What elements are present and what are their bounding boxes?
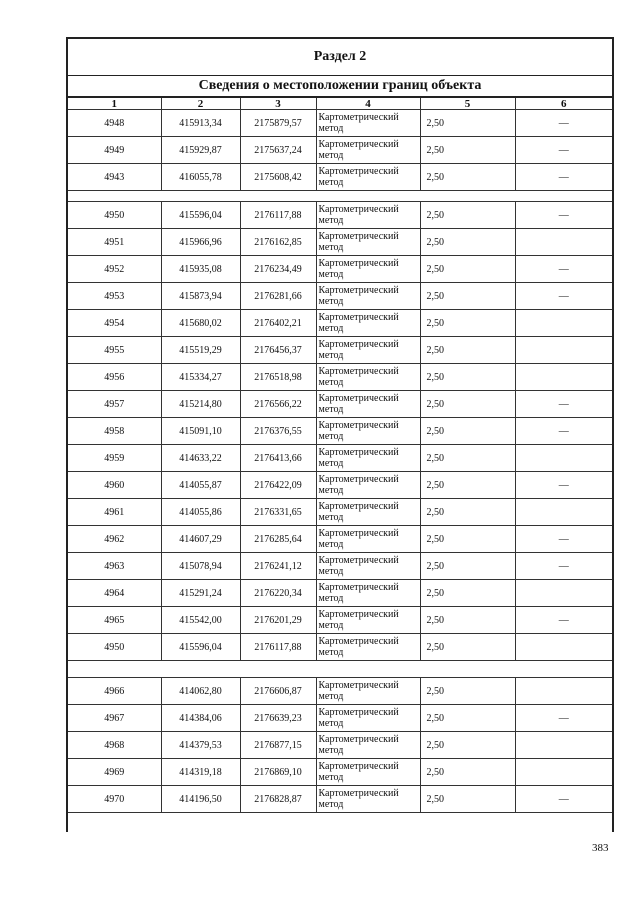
method-cell: [316, 418, 420, 445]
y-coordinate-cell: 2176117,88: [240, 202, 316, 229]
point-number-cell: 4960: [68, 472, 161, 499]
method-cell: [316, 364, 420, 391]
table-row: [68, 786, 612, 813]
column6-cell: —: [515, 391, 612, 418]
column-header: 6: [515, 98, 612, 110]
method-line: метод: [318, 566, 344, 577]
x-coordinate-cell: 415596,04: [161, 634, 240, 661]
accuracy-cell: 2,50: [420, 759, 515, 786]
column6-cell: [515, 678, 612, 705]
x-coordinate-cell: 415596,04: [161, 202, 240, 229]
y-coordinate-cell: 2176877,15: [240, 732, 316, 759]
x-coordinate-cell: 414196,50: [161, 786, 240, 813]
column6-cell: —: [515, 137, 612, 164]
separator-cell: [68, 191, 612, 202]
section-title: Раздел 2: [68, 39, 612, 76]
point-number-cell: 4970: [68, 786, 161, 813]
y-coordinate-cell: 2176456,37: [240, 337, 316, 364]
x-coordinate-cell: 414319,18: [161, 759, 240, 786]
column6-cell: [515, 759, 612, 786]
column6-cell: —: [515, 607, 612, 634]
table-row: [68, 337, 612, 364]
method-cell: [316, 553, 420, 580]
accuracy-cell: 2,50: [420, 418, 515, 445]
column6-cell: —: [515, 553, 612, 580]
point-number-cell: 4954: [68, 310, 161, 337]
point-number-cell: 4966: [68, 678, 161, 705]
column6-cell: —: [515, 472, 612, 499]
x-coordinate-cell: 415334,27: [161, 364, 240, 391]
group-separator-row: [68, 661, 612, 678]
accuracy-cell: 2,50: [420, 553, 515, 580]
method-line: Картометрический: [318, 258, 399, 269]
y-coordinate-cell: 2176639,23: [240, 705, 316, 732]
boundary-table: [68, 98, 612, 813]
x-coordinate-cell: 415291,24: [161, 580, 240, 607]
x-coordinate-cell: 415078,94: [161, 553, 240, 580]
accuracy-cell: 2,50: [420, 445, 515, 472]
method-line: Картометрический: [318, 609, 399, 620]
point-number-cell: 4948: [68, 110, 161, 137]
table-row: [68, 553, 612, 580]
y-coordinate-cell: 2176828,87: [240, 786, 316, 813]
x-coordinate-cell: 414055,87: [161, 472, 240, 499]
accuracy-cell: 2,50: [420, 337, 515, 364]
accuracy-cell: 2,50: [420, 526, 515, 553]
method-line: Картометрический: [318, 528, 399, 539]
y-coordinate-cell: 2176869,10: [240, 759, 316, 786]
method-line: Картометрический: [318, 166, 399, 177]
table-row: [68, 526, 612, 553]
method-cell: [316, 137, 420, 164]
y-coordinate-cell: 2175637,24: [240, 137, 316, 164]
x-coordinate-cell: 414055,86: [161, 499, 240, 526]
method-cell: [316, 678, 420, 705]
method-line: Картометрический: [318, 312, 399, 323]
y-coordinate-cell: 2176606,87: [240, 678, 316, 705]
method-line: метод: [318, 799, 344, 810]
table-row: [68, 445, 612, 472]
method-line: Картометрический: [318, 761, 399, 772]
column6-cell: [515, 310, 612, 337]
x-coordinate-cell: 415873,94: [161, 283, 240, 310]
y-coordinate-cell: 2176201,29: [240, 607, 316, 634]
x-coordinate-cell: 415214,80: [161, 391, 240, 418]
accuracy-cell: 2,50: [420, 110, 515, 137]
table-row: [68, 202, 612, 229]
y-coordinate-cell: 2176117,88: [240, 634, 316, 661]
column6-cell: —: [515, 256, 612, 283]
column6-cell: —: [515, 110, 612, 137]
x-coordinate-cell: 415935,08: [161, 256, 240, 283]
method-line: метод: [318, 177, 344, 188]
column6-cell: —: [515, 418, 612, 445]
method-line: Картометрический: [318, 420, 399, 431]
method-line: Картометрический: [318, 555, 399, 566]
method-line: Картометрический: [318, 636, 399, 647]
method-line: метод: [318, 485, 344, 496]
x-coordinate-cell: 415929,87: [161, 137, 240, 164]
accuracy-cell: 2,50: [420, 732, 515, 759]
y-coordinate-cell: 2176422,09: [240, 472, 316, 499]
y-coordinate-cell: 2176566,22: [240, 391, 316, 418]
accuracy-cell: 2,50: [420, 364, 515, 391]
method-line: метод: [318, 215, 344, 226]
method-line: метод: [318, 691, 344, 702]
method-cell: [316, 110, 420, 137]
y-coordinate-cell: 2176402,21: [240, 310, 316, 337]
column6-cell: [515, 229, 612, 256]
document-frame: [66, 37, 614, 832]
table-row: [68, 364, 612, 391]
page-number: 383: [592, 842, 609, 854]
table-row: [68, 256, 612, 283]
column-header: 1: [68, 98, 161, 110]
method-line: Картометрический: [318, 112, 399, 123]
accuracy-cell: 2,50: [420, 256, 515, 283]
table-row: [68, 229, 612, 256]
method-line: Картометрический: [318, 734, 399, 745]
method-line: метод: [318, 123, 344, 134]
accuracy-cell: 2,50: [420, 472, 515, 499]
y-coordinate-cell: 2176331,65: [240, 499, 316, 526]
table-row: [68, 472, 612, 499]
column6-cell: —: [515, 202, 612, 229]
method-line: метод: [318, 323, 344, 334]
method-line: метод: [318, 745, 344, 756]
x-coordinate-cell: 414633,22: [161, 445, 240, 472]
point-number-cell: 4957: [68, 391, 161, 418]
method-cell: [316, 283, 420, 310]
method-cell: [316, 607, 420, 634]
accuracy-cell: 2,50: [420, 137, 515, 164]
x-coordinate-cell: 414384,06: [161, 705, 240, 732]
x-coordinate-cell: 415542,00: [161, 607, 240, 634]
accuracy-cell: 2,50: [420, 229, 515, 256]
x-coordinate-cell: 415680,02: [161, 310, 240, 337]
method-cell: [316, 256, 420, 283]
column6-cell: [515, 445, 612, 472]
accuracy-cell: 2,50: [420, 607, 515, 634]
table-row: [68, 110, 612, 137]
point-number-cell: 4967: [68, 705, 161, 732]
method-line: метод: [318, 512, 344, 523]
point-number-cell: 4961: [68, 499, 161, 526]
separator-cell: [68, 661, 612, 678]
y-coordinate-cell: 2176285,64: [240, 526, 316, 553]
column-header-row: [68, 98, 612, 110]
point-number-cell: 4969: [68, 759, 161, 786]
accuracy-cell: 2,50: [420, 283, 515, 310]
y-coordinate-cell: 2176413,66: [240, 445, 316, 472]
point-number-cell: 4949: [68, 137, 161, 164]
method-cell: [316, 732, 420, 759]
table-row: [68, 499, 612, 526]
accuracy-cell: 2,50: [420, 310, 515, 337]
method-cell: [316, 786, 420, 813]
method-line: метод: [318, 458, 344, 469]
point-number-cell: 4950: [68, 634, 161, 661]
method-cell: [316, 391, 420, 418]
point-number-cell: 4955: [68, 337, 161, 364]
method-cell: [316, 499, 420, 526]
method-line: Картометрический: [318, 204, 399, 215]
accuracy-cell: 2,50: [420, 499, 515, 526]
method-line: Картометрический: [318, 285, 399, 296]
method-cell: [316, 337, 420, 364]
table-row: [68, 759, 612, 786]
column6-cell: [515, 499, 612, 526]
point-number-cell: 4952: [68, 256, 161, 283]
method-line: метод: [318, 296, 344, 307]
accuracy-cell: 2,50: [420, 580, 515, 607]
method-cell: [316, 472, 420, 499]
y-coordinate-cell: 2176234,49: [240, 256, 316, 283]
method-line: Картометрический: [318, 139, 399, 150]
x-coordinate-cell: 415519,29: [161, 337, 240, 364]
group-separator-row: [68, 191, 612, 202]
method-cell: [316, 634, 420, 661]
table-row: [68, 634, 612, 661]
section-subtitle: Сведения о местоположении границ объекта: [68, 76, 612, 98]
table-row: [68, 607, 612, 634]
method-line: метод: [318, 431, 344, 442]
column6-cell: [515, 580, 612, 607]
column6-cell: —: [515, 283, 612, 310]
y-coordinate-cell: 2176220,34: [240, 580, 316, 607]
table-row: [68, 310, 612, 337]
point-number-cell: 4959: [68, 445, 161, 472]
table-row: [68, 732, 612, 759]
accuracy-cell: 2,50: [420, 202, 515, 229]
method-line: метод: [318, 620, 344, 631]
point-number-cell: 4956: [68, 364, 161, 391]
method-line: метод: [318, 350, 344, 361]
method-line: Картометрический: [318, 474, 399, 485]
point-number-cell: 4951: [68, 229, 161, 256]
column6-cell: —: [515, 705, 612, 732]
point-number-cell: 4958: [68, 418, 161, 445]
column6-cell: [515, 732, 612, 759]
column-header: 2: [161, 98, 240, 110]
method-line: Картометрический: [318, 582, 399, 593]
table-row: [68, 580, 612, 607]
y-coordinate-cell: 2176162,85: [240, 229, 316, 256]
x-coordinate-cell: 414607,29: [161, 526, 240, 553]
column-header: 5: [420, 98, 515, 110]
method-cell: [316, 164, 420, 191]
method-cell: [316, 759, 420, 786]
column6-cell: —: [515, 786, 612, 813]
column6-cell: [515, 364, 612, 391]
x-coordinate-cell: 415091,10: [161, 418, 240, 445]
column6-cell: [515, 337, 612, 364]
method-line: Картометрический: [318, 339, 399, 350]
table-row: [68, 678, 612, 705]
x-coordinate-cell: 414062,80: [161, 678, 240, 705]
method-line: Картометрический: [318, 680, 399, 691]
method-cell: [316, 526, 420, 553]
table-row: [68, 137, 612, 164]
accuracy-cell: 2,50: [420, 786, 515, 813]
method-line: Картометрический: [318, 231, 399, 242]
accuracy-cell: 2,50: [420, 634, 515, 661]
point-number-cell: 4965: [68, 607, 161, 634]
accuracy-cell: 2,50: [420, 678, 515, 705]
method-line: метод: [318, 377, 344, 388]
point-number-cell: 4963: [68, 553, 161, 580]
x-coordinate-cell: 415966,96: [161, 229, 240, 256]
method-cell: [316, 580, 420, 607]
method-line: метод: [318, 150, 344, 161]
point-number-cell: 4968: [68, 732, 161, 759]
method-line: метод: [318, 772, 344, 783]
table-row: [68, 391, 612, 418]
column6-cell: —: [515, 526, 612, 553]
method-line: метод: [318, 718, 344, 729]
method-line: Картометрический: [318, 501, 399, 512]
point-number-cell: 4962: [68, 526, 161, 553]
table-row: [68, 164, 612, 191]
y-coordinate-cell: 2176241,12: [240, 553, 316, 580]
method-line: метод: [318, 269, 344, 280]
column6-cell: —: [515, 164, 612, 191]
point-number-cell: 4953: [68, 283, 161, 310]
accuracy-cell: 2,50: [420, 164, 515, 191]
point-number-cell: 4950: [68, 202, 161, 229]
x-coordinate-cell: 416055,78: [161, 164, 240, 191]
y-coordinate-cell: 2175879,57: [240, 110, 316, 137]
x-coordinate-cell: 415913,34: [161, 110, 240, 137]
accuracy-cell: 2,50: [420, 705, 515, 732]
method-line: Картометрический: [318, 707, 399, 718]
method-line: метод: [318, 404, 344, 415]
table-row: [68, 418, 612, 445]
method-line: метод: [318, 647, 344, 658]
method-line: Картометрический: [318, 788, 399, 799]
column-header: 3: [240, 98, 316, 110]
method-line: метод: [318, 593, 344, 604]
y-coordinate-cell: 2176281,66: [240, 283, 316, 310]
method-line: Картометрический: [318, 447, 399, 458]
method-cell: [316, 445, 420, 472]
y-coordinate-cell: 2176376,55: [240, 418, 316, 445]
method-cell: [316, 202, 420, 229]
method-cell: [316, 229, 420, 256]
y-coordinate-cell: 2175608,42: [240, 164, 316, 191]
column-header: 4: [316, 98, 420, 110]
column6-cell: [515, 634, 612, 661]
method-line: Картометрический: [318, 366, 399, 377]
table-row: [68, 283, 612, 310]
x-coordinate-cell: 414379,53: [161, 732, 240, 759]
method-line: метод: [318, 242, 344, 253]
point-number-cell: 4964: [68, 580, 161, 607]
method-line: метод: [318, 539, 344, 550]
accuracy-cell: 2,50: [420, 391, 515, 418]
table-row: [68, 705, 612, 732]
method-cell: [316, 310, 420, 337]
method-line: Картометрический: [318, 393, 399, 404]
method-cell: [316, 705, 420, 732]
point-number-cell: 4943: [68, 164, 161, 191]
y-coordinate-cell: 2176518,98: [240, 364, 316, 391]
